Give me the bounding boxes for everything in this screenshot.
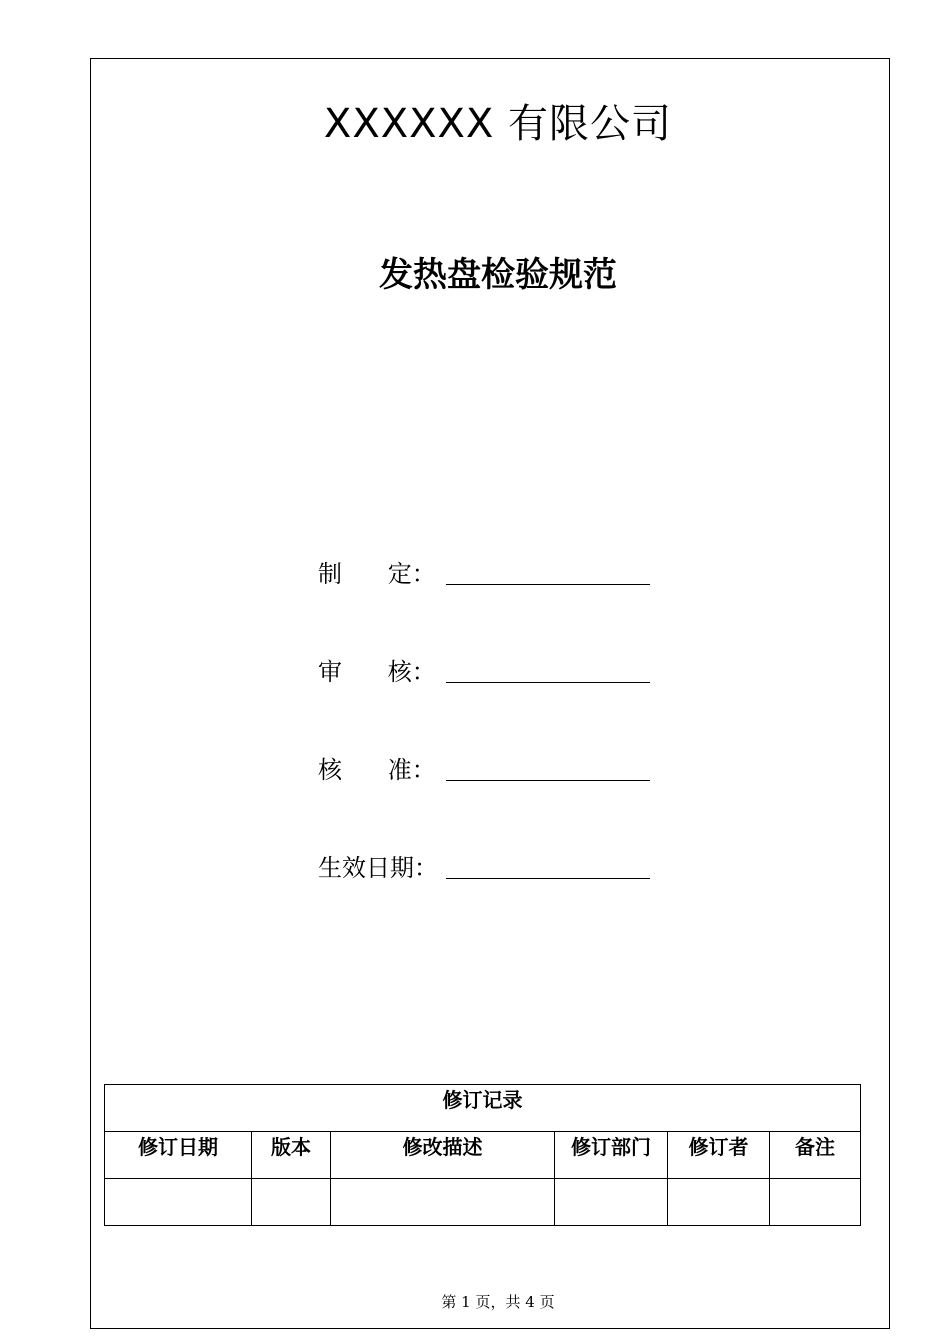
table-caption: 修订记录 [105, 1085, 861, 1132]
revision-record-table [104, 1084, 861, 1226]
signature-line [446, 780, 650, 781]
signature-row-effective-date [318, 852, 658, 888]
company-name: XXXXXX 有限公司 [323, 101, 673, 147]
column-header: 备注 [770, 1132, 861, 1179]
column-header: 修订日期 [105, 1132, 252, 1179]
signature-line [446, 878, 650, 879]
page-number: 第 1 页，共 4 页 [441, 1293, 555, 1311]
signature-row-approved [318, 754, 658, 790]
table-cell [252, 1179, 331, 1226]
signature-row-reviewed [318, 656, 658, 692]
column-header: 修改描述 [331, 1132, 555, 1179]
column-header: 修订者 [668, 1132, 770, 1179]
signature-row-prepared [318, 558, 658, 594]
table-row [105, 1179, 861, 1226]
column-header: 修订部门 [555, 1132, 668, 1179]
signature-label: 审 核： [318, 658, 436, 686]
table-cell [555, 1179, 668, 1226]
signature-label: 制 定： [318, 560, 436, 588]
table-cell [105, 1179, 252, 1226]
table-cell [770, 1179, 861, 1226]
signature-label: 核 准： [318, 756, 436, 784]
table-header-row [105, 1132, 861, 1179]
signature-label: 生效日期： [318, 854, 438, 882]
column-header: 版本 [252, 1132, 331, 1179]
signature-line [446, 682, 650, 683]
signature-line [446, 584, 650, 585]
table-cell [331, 1179, 555, 1226]
document-title: 发热盘检验规范 [379, 255, 617, 295]
table-caption-row [105, 1085, 861, 1132]
table-cell [668, 1179, 770, 1226]
